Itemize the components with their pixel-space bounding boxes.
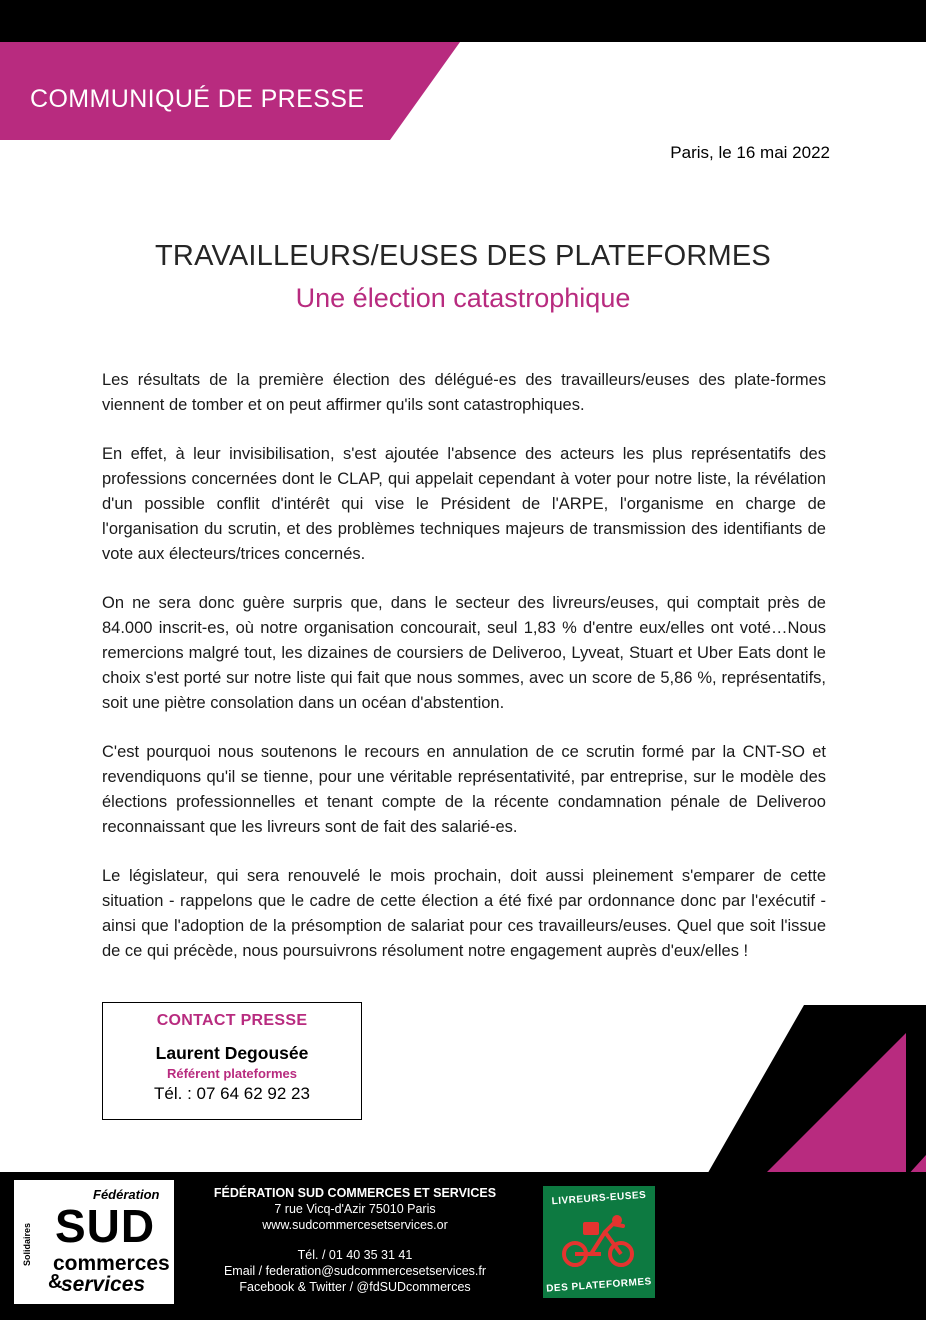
logo-federation-text: Fédération	[93, 1187, 160, 1202]
contact-heading: CONTACT PRESSE	[156, 1012, 308, 1029]
cyclist-icon	[561, 1214, 637, 1268]
badge-bottom-text: DES PLATEFORMES	[545, 1276, 653, 1295]
date-line: Paris, le 16 mai 2022	[670, 143, 830, 162]
logo-ampersand: &	[48, 1271, 63, 1293]
paragraph-4: C'est pourquoi nous soutenons le recours en annulation de ce scrutin formé par la CNT-SO et revendiquons qu'il se tienne, pour une véritable représentativité, par entreprise, sur le modèle des élections professionnelles et tenant compte de la récente condamnation pénale de Deliveroo reconnaissant que les livreurs sont de fait des salarié-es.	[102, 743, 826, 836]
logo-solidaires-text: Solidaires	[22, 1222, 32, 1266]
footer-phone: Tél. / 01 40 35 31 41	[297, 1248, 413, 1262]
footer-email[interactable]: Email / federation@sudcommercesetservices.fr	[223, 1264, 487, 1278]
paragraph-1: Les résultats de la première élection des délégué-es des travailleurs/euses des plate-formes viennent de tomber et on peut affirmer qu'ils sont catastrophiques.	[102, 371, 826, 414]
footer-website[interactable]: www.sudcommercesetservices.or	[262, 1218, 448, 1232]
contact-name: Laurent Degousée	[155, 1043, 309, 1063]
header-label: COMMUNIQUÉ DE PRESSE	[30, 85, 365, 113]
livreurs-euses-badge	[543, 1186, 655, 1298]
logo-commerces-text: commerces	[53, 1252, 170, 1275]
badge-top-text: LIVREURS-EUSES	[551, 1189, 647, 1208]
footer-org-name: FÉDÉRATION SUD COMMERCES ET SERVICES	[213, 1186, 497, 1200]
logo-services-text: services	[61, 1273, 146, 1296]
body-text	[102, 368, 826, 964]
header-black-bar	[0, 0, 926, 42]
paragraph-3: On ne sera donc guère surpris que, dans le secteur des livreurs/euses, qui comptait près de 84.000 inscrit-es, où notre organisation concourait, seul 1,83 % d'entre eux/elles ont voté…Nous remercions malgré tout, les dizaines de coursiers de Deliveroo, Lyveat, Stuart et Uber Eats dont le choix s'est porté sur notre liste qui fait que nous sommes, avec un score de 5,86 %, représentatifs, soit une piètre consolation dans un océan d'abstention.	[102, 594, 826, 712]
page-title: TRAVAILLEURS/EUSES DES PLATEFORMES	[155, 240, 771, 272]
paragraph-2: En effet, à leur invisibilisation, s'est ajoutée l'absence des acteurs les plus représentatifs des professions concernées dont le CLAP, qui appelait cependant à voter pour notre liste, la révélation d'un possible conflit d'intérêt qui vise le Président de l'ARPE, l'organisme en charge de l'organisation du scrutin, et des problèmes techniques majeurs de transmission des identifiants de vote aux électeurs/trices concernés.	[102, 445, 826, 563]
logo-sud-text: SUD	[55, 1200, 156, 1252]
contact-phone: Tél. : 07 64 62 92 23	[154, 1084, 310, 1103]
footer-address: 7 rue Vicq-d'Azir 75010 Paris	[274, 1202, 436, 1216]
paragraph-5: Le législateur, qui sera renouvelé le mois prochain, doit aussi pleinement s'emparer de cette situation - rappelons que le cadre de cette élection a été fixé par ordonnance donc par l'exécutif - ainsi que l'adoption de la présomption de salariat pour ces travailleurs/euses. Quel que soit l'issue de ce qui précède, nous poursuivrons résolument notre engagement auprès d'eux/elles !	[102, 867, 826, 960]
contact-role: Référent plateformes	[166, 1066, 298, 1081]
footer-contact-block	[185, 1185, 525, 1295]
sud-commerces-logo	[14, 1180, 174, 1304]
contact-box	[102, 1002, 362, 1120]
page-subtitle: Une élection catastrophique	[295, 283, 631, 313]
footer-social[interactable]: Facebook & Twitter / @fdSUDcommerces	[239, 1280, 471, 1294]
